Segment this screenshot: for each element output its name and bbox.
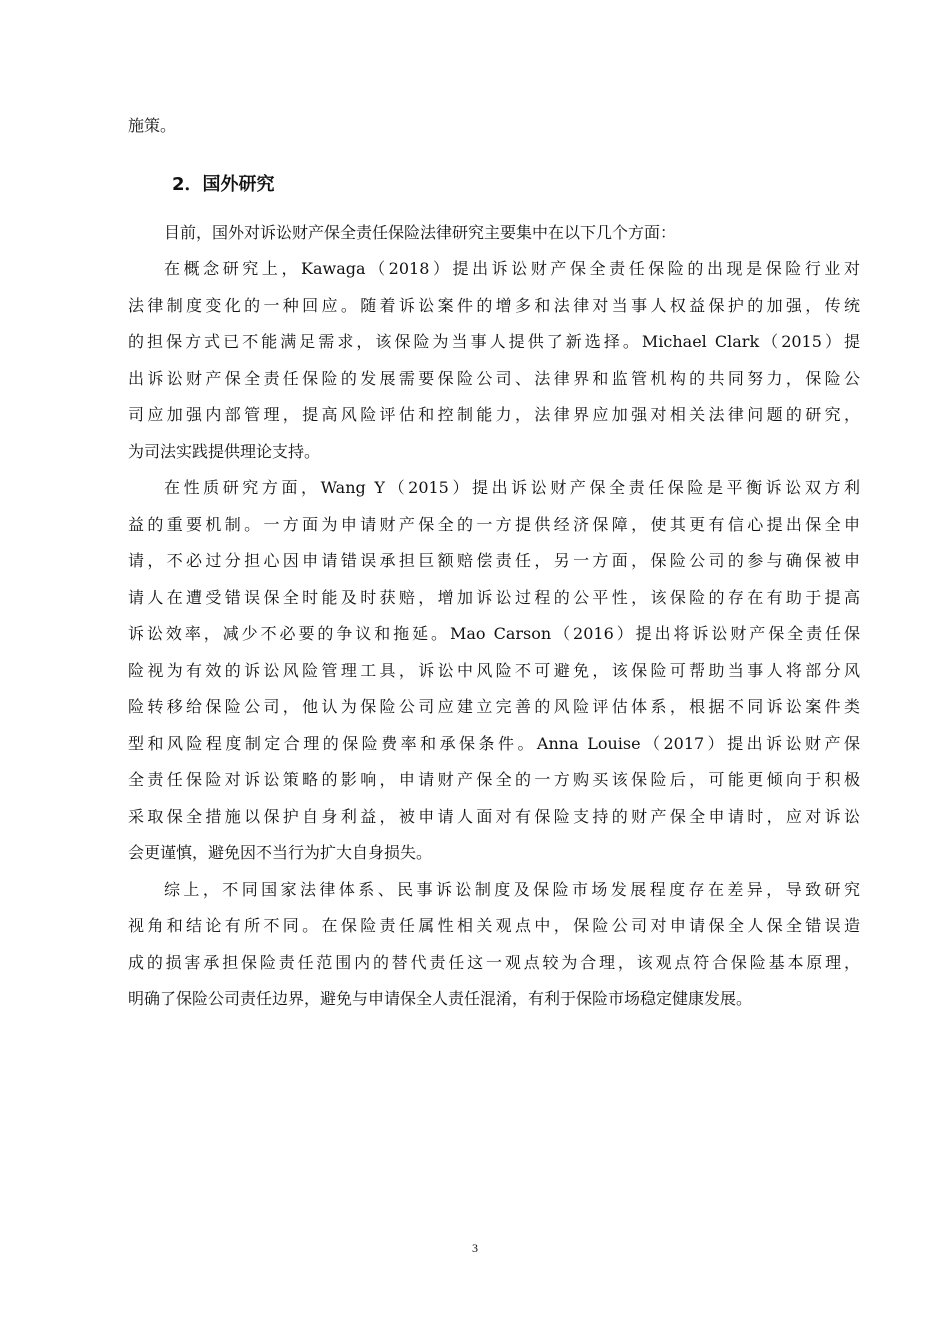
paragraph-line: 明确了保险公司责任边界，避免与申请保全人责任混淆，有利于保险市场稳定健康发展。 [128,989,753,1008]
paragraph-line: 请人在遭受错误保全时能及时获赔，增加诉讼过程的公平性，该保险的存在有助于提高 [128,587,860,607]
paragraph-2 [128,251,860,470]
paragraph-3 [128,470,860,872]
paragraph-line: 综上，不同国家法律体系、民事诉讼制度及保险市场发展程度存在差异，导致研究 [164,879,860,899]
paragraph-line: 的担保方式已不能满足需求，该保险为当事人提供了新选择。Michael Clark（2015）提 [128,332,860,351]
paragraph-line: 法律制度变化的一种回应。随着诉讼案件的增多和法律对当事人权益保护的加强，传统 [128,295,860,315]
spacer [128,145,860,167]
paragraph-line: 采取保全措施以保护自身利益，被申请人面对有保险支持的财产保全申请时，应对诉讼 [128,806,860,826]
paragraph-line: 全责任保险对诉讼策略的影响，申请财产保全的一方购买该保险后，可能更倾向于积极 [128,770,860,789]
paragraph-1 [128,215,860,252]
section-heading: 2．国外研究 [172,173,275,195]
page-number: 3 [472,1241,478,1255]
paragraph-line: 会更谨慎，避免因不当行为扩大自身损失。 [128,843,433,862]
paragraph-line: 目前，国外对诉讼财产保全责任保险法律研究主要集中在以下几个方面： [164,222,677,242]
paragraph-line: 视角和结论有所不同。在保险责任属性相关观点中，保险公司对申请保全人保全错误造 [128,916,860,935]
paragraph-line: 请，不必过分担心因申请错误承担巨额赔偿责任，另一方面，保险公司的参与确保被申 [128,551,860,570]
paragraph-line: 在概念研究上，Kawaga（2018）提出诉讼财产保全责任保险的出现是保险行业对 [164,259,860,278]
paragraph-line: 为司法实践提供理论支持。 [128,441,321,461]
paragraph-line: 险转移给保险公司，他认为保险公司应建立完善的风险评估体系，根据不同诉讼案件类 [128,697,860,716]
spacer [128,203,860,215]
paragraph-line: 型和风险程度制定合理的保险费率和承保条件。Anna Louise（2017）提出诉讼财产保 [128,733,860,753]
paragraph-4 [128,872,860,1018]
paragraph-line: 出诉讼财产保全责任保险的发展需要保险公司、法律界和监管机构的共同努力，保险公 [128,368,860,388]
paragraph-line: 诉讼效率，减少不必要的争议和拖延。Mao Carson（2016）提出将诉讼财产保全责任保 [128,624,860,643]
paragraph-line: 益的重要机制。一方面为申请财产保全的一方提供经济保障，使其更有信心提出保全申 [128,514,860,534]
opening-line: 施策。 [128,116,177,135]
paragraph-line: 险视为有效的诉讼风险管理工具，诉讼中风险不可避免，该保险可帮助当事人将部分风 [128,660,860,680]
paragraph-line: 司应加强内部管理，提高风险评估和控制能力，法律界应加强对相关法律问题的研究， [128,405,860,424]
page-content [128,108,860,1018]
paragraph-line: 在性质研究方面，Wang Y（2015）提出诉讼财产保全责任保险是平衡诉讼双方利 [164,478,860,497]
paragraph-line: 成的损害承担保险责任范围内的替代责任这一观点较为合理，该观点符合保险基本原理， [128,952,860,972]
